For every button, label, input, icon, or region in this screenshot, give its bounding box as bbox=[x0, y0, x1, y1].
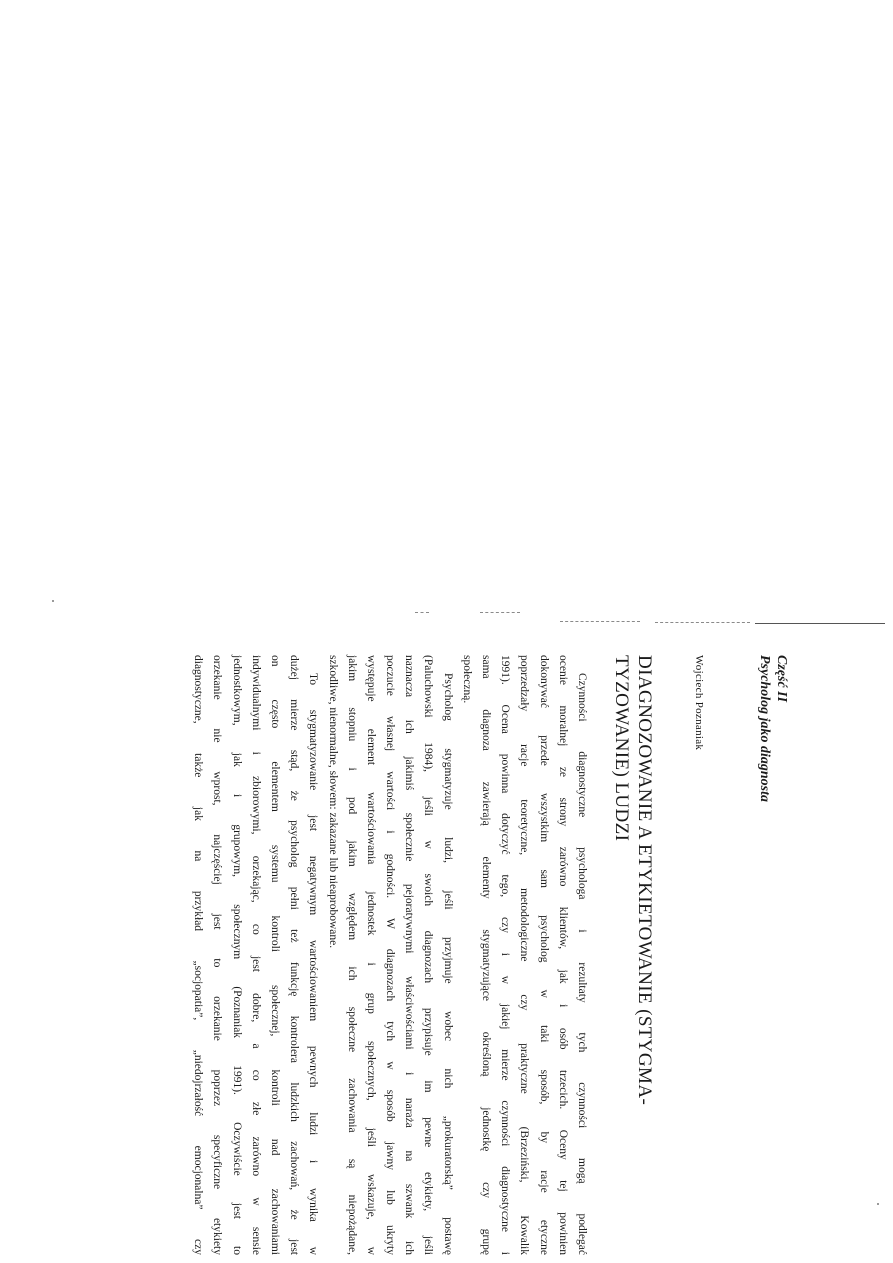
body-line: To stygmatyzowanie jest negatywnym wartościowaniem pewnych ludzi i wynika w bbox=[307, 673, 320, 1255]
article-title-line-1: DIAGNOZOWANIE A ETYKIETOWANIE (STYGMA- bbox=[634, 655, 655, 1106]
body-line: jednostkowym, jak i grupowym, społecznym (Poznaniak 1991). Oczywiście jest to bbox=[230, 655, 243, 1255]
author-name: Wojciech Poznaniak bbox=[693, 655, 705, 751]
article-body bbox=[188, 655, 591, 1255]
body-line: ocenie moralnej ze strony zarówno klientów, jak i osób trzecich. Oceny tej powinien bbox=[556, 655, 569, 1255]
body-line: Psycholog stygmatyzuje ludzi, jeśli przyjmuje wobec nich „prokuratorską” postawę bbox=[441, 673, 454, 1255]
body-line: on często elementem systemu kontroli społecznej, kontroli nad zachowaniami bbox=[269, 655, 281, 1255]
body-line: 1991). Ocena powinna dotyczyć tego, czy i w jakiej mierze czynności diagnostyczne i bbox=[499, 655, 512, 1255]
part-title: Psycholog jako diagnosta bbox=[757, 655, 772, 803]
scan-artifact-line bbox=[755, 623, 885, 624]
body-line: sama diagnoza zawierają elementy stygmatyzujące określoną jednostkę czy grupę bbox=[480, 655, 493, 1255]
article-title-line-2: TYZOWANIE) LUDZI bbox=[611, 655, 632, 842]
scan-speck bbox=[877, 1203, 879, 1205]
body-line: poczucie własnej wartości i godności. W diagnozach tych w sposób jawny lub ukryty bbox=[384, 655, 397, 1255]
body-line: indywidualnymi i zbiorowymi, orzekając, co jest dobre, a co złe zarówno w sensie bbox=[249, 655, 262, 1255]
body-line: orzekanie nie wprost, najczęściej jest to orzekanie poprzez specyficzne etykiety bbox=[211, 655, 224, 1255]
body-line: szkodliwe, nienormalne, słowem: zakazane lub nieaprobowane. bbox=[326, 655, 339, 949]
rotated-page bbox=[125, 655, 805, 1255]
scan-speck bbox=[52, 600, 54, 602]
scan-artifact-line bbox=[415, 612, 429, 613]
body-line: występuje element wartościowania jednostek i grup społecznych, jeśli wskazuje, w bbox=[364, 655, 377, 1255]
body-line: diagnostyczne, także jak na przykład „socjopatia”, „niedojrzałość emocjonalna” czy bbox=[192, 655, 205, 1255]
body-line: poprzedzały racje teoretyczne, metodologiczne czy praktyczne (Brzeziński, Kowalik bbox=[518, 655, 531, 1255]
scan-artifact-line bbox=[560, 621, 640, 622]
part-label: Część II bbox=[774, 655, 789, 703]
body-line: dużej mierze stąd, że psycholog pełni też funkcję kontrolera ludzkich zachowań, że jest bbox=[288, 655, 301, 1255]
body-line: (Paluchowski 1984), jeśli w swoich diagnozach przypisuje im pewne etykiety, jeśli bbox=[422, 655, 435, 1255]
body-line: społeczną. bbox=[460, 655, 473, 704]
body-line: Czynności diagnostyczne psychologa i rezultaty tych czynności mogą podlegać bbox=[576, 673, 588, 1255]
scan-artifact-line bbox=[655, 622, 750, 623]
body-line: jakim stopniu i pod jakim względem ich społeczne zachowania są niepożądane, bbox=[345, 655, 358, 1255]
body-line: dokonywać przede wszystkim sam psycholog w taki sposób, by racje etyczne bbox=[537, 655, 550, 1255]
body-line: naznacza ich jakimiś społecznie pejoratywnymi właściwościami i naraża na szwank ich bbox=[403, 655, 416, 1255]
scan-artifact-line bbox=[480, 612, 520, 613]
